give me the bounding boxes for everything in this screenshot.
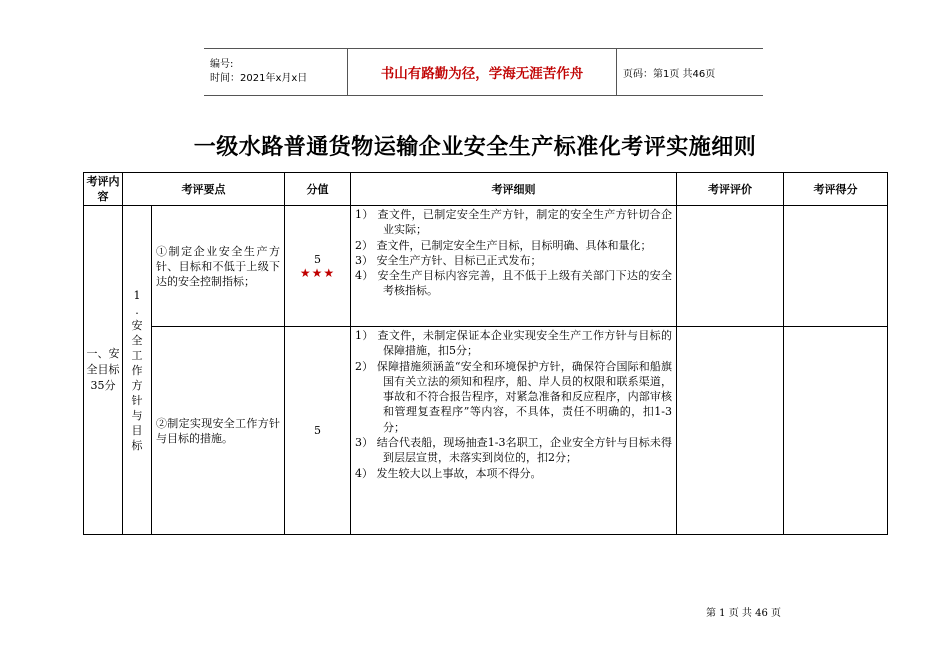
- subcategory-char: 1: [133, 288, 141, 302]
- detail-item: 2） 查文件，已制定安全生产目标，目标明确、具体和量化；: [355, 238, 652, 252]
- category-cell: 一、安全目标35分: [84, 206, 123, 535]
- page-footer: 第 1 页 共 46 页: [706, 608, 781, 619]
- table-row: [84, 327, 888, 535]
- detail-cell: [351, 327, 677, 535]
- subcategory-char: 全: [131, 333, 143, 347]
- evaluation-cell: [677, 206, 784, 327]
- subcategory-char: 作: [131, 363, 143, 377]
- subcategory-char: 针: [131, 393, 143, 407]
- page-header: [204, 48, 763, 96]
- subcategory-char: 安: [131, 318, 143, 332]
- detail-list: [355, 328, 672, 481]
- subcategory-char: 标: [131, 438, 143, 452]
- header-evaluation: 考评评价: [677, 173, 784, 206]
- detail-item: 1） 查文件，已制定安全生产方针，制定的安全生产方针切合企业实际；: [355, 208, 672, 237]
- evaluation-table: [83, 172, 888, 535]
- document-title: 一级水路普通货物运输企业安全生产标准化考评实施细则: [193, 135, 757, 160]
- header-points: 考评要点: [123, 173, 285, 206]
- result-cell: [784, 327, 888, 535]
- result-cell: [784, 206, 888, 327]
- point-cell: ②制定实现安全工作方针与目标的措施。: [152, 327, 285, 535]
- score-value: 5: [314, 424, 321, 437]
- subcategory-char: .: [135, 303, 139, 317]
- detail-cell: [351, 206, 677, 327]
- evaluation-cell: [677, 327, 784, 535]
- number-label: 编号:: [210, 59, 234, 70]
- table-row: [84, 206, 888, 327]
- header-motto: 书山有路勤为径，学海无涯苦作舟: [348, 49, 617, 96]
- subcategory-char: 与: [131, 408, 143, 422]
- subcategory-cell: [123, 206, 152, 535]
- detail-list: [355, 207, 672, 299]
- subcategory-char: 工: [131, 348, 143, 362]
- header-meta: [204, 49, 348, 96]
- score-cell: [285, 206, 351, 327]
- detail-item: 3） 结合代表船，现场抽查1-3名职工，企业安全方针与目标未得到层层宣贯，未落实到岗位的，扣2分；: [355, 436, 672, 465]
- table-header-row: [84, 173, 888, 206]
- detail-item: 4） 安全生产目标内容完善，且不低于上级有关部门下达的安全考核指标。: [355, 269, 672, 298]
- detail-item: 3） 安全生产方针、目标已正式发布；: [355, 253, 542, 267]
- header-details: 考评细则: [351, 173, 677, 206]
- header-result: 考评得分: [784, 173, 888, 206]
- subcategory-char: 目: [131, 423, 143, 437]
- header-page-info: 页码：第1页 共46页: [623, 68, 716, 80]
- detail-item: 1） 查文件，未制定保证本企业实现安全生产工作方针与目标的保障措施，扣5分；: [355, 329, 672, 358]
- point-cell: ①制定企业安全生产方针、目标和不低于上级下达的安全控制指标；: [152, 206, 285, 327]
- detail-item: 2） 保障措施须涵盖“安全和环境保护方针，确保符合国际和船旗国有关立法的须知和程序，船、岸人员的权限和联系渠道，事故和不符合报告程序，对紧急准备和反应程序，内部审核和管理复查程序”等内容，不具体，责任不明确的，扣1-3分；: [355, 359, 672, 434]
- header-content: 考评内容: [84, 173, 123, 206]
- star-rating: ★★★: [299, 265, 336, 280]
- score-value: 5: [314, 252, 321, 266]
- detail-item: 4） 发生较大以上事故，本项不得分。: [355, 466, 542, 480]
- time-label: 时间：2021年x月x日: [210, 73, 308, 84]
- score-cell: [285, 327, 351, 535]
- subcategory-char: 方: [131, 378, 143, 392]
- header-score: 分值: [285, 173, 351, 206]
